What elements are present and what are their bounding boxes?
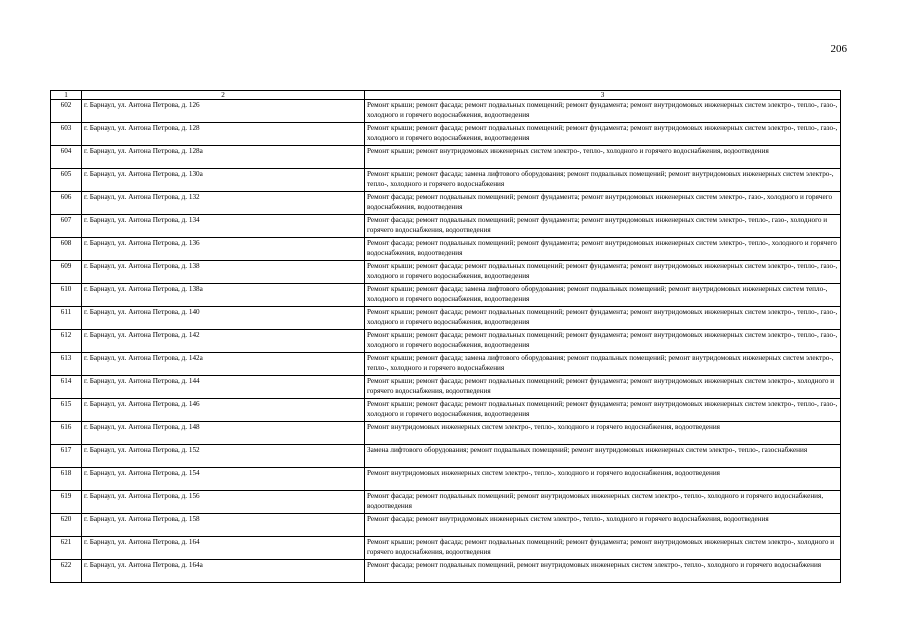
works-cell: Ремонт крыши; ремонт фасада; замена лифтового оборудования; ремонт подвальных помещений; ремонт внутридомовых инженерных систем тепло-, холодного и горячего водоснабжения, водоотведения (365, 284, 841, 307)
works-cell: Ремонт крыши; ремонт фасада; ремонт подвальных помещений; ремонт фундамента; ремонт внутридомовых инженерных систем электро-, тепло-, газо-, холодного и горячего водоснабжения, водоотведения (365, 399, 841, 422)
works-cell: Замена лифтового оборудования; ремонт подвальных помещений; ремонт внутридомовых инженерных систем электро-, тепло-, газоснабжения (365, 445, 841, 468)
table-row (51, 445, 841, 468)
row-number-cell: 605 (51, 169, 82, 192)
address-cell: г. Барнаул, ул. Антона Петрова, д. 126 (82, 100, 365, 123)
row-number-cell: 606 (51, 192, 82, 215)
table-row (51, 537, 841, 560)
address-cell: г. Барнаул, ул. Антона Петрова, д. 136 (82, 238, 365, 261)
row-number-cell: 621 (51, 537, 82, 560)
table-row (51, 123, 841, 146)
row-number-cell: 615 (51, 399, 82, 422)
table-row (51, 399, 841, 422)
address-cell: г. Барнаул, ул. Антона Петрова, д. 152 (82, 445, 365, 468)
address-cell: г. Барнаул, ул. Антона Петрова, д. 130а (82, 169, 365, 192)
row-number-cell: 611 (51, 307, 82, 330)
works-table (50, 90, 841, 583)
row-number-cell: 619 (51, 491, 82, 514)
row-number-cell: 607 (51, 215, 82, 238)
table-row (51, 307, 841, 330)
row-number-cell: 613 (51, 353, 82, 376)
address-cell: г. Барнаул, ул. Антона Петрова, д. 142а (82, 353, 365, 376)
works-cell: Ремонт крыши; ремонт фасада; ремонт подвальных помещений; ремонт фундамента; ремонт внутридомовых инженерных систем электро-, тепло-, газо-, холодного и горячего водоснабжения, водоотведения (365, 123, 841, 146)
row-number-cell: 609 (51, 261, 82, 284)
works-cell: Ремонт крыши; ремонт фасада; ремонт подвальных помещений; ремонт фундамента; ремонт внутридомовых инженерных систем электро-, тепло-, газо-, холодного и горячего водоснабжения, водоотведения (365, 307, 841, 330)
address-cell: г. Барнаул, ул. Антона Петрова, д. 156 (82, 491, 365, 514)
table-row (51, 169, 841, 192)
table-row (51, 261, 841, 284)
works-cell: Ремонт крыши; ремонт фасада; ремонт подвальных помещений; ремонт фундамента; ремонт внутридомовых инженерных систем электро-, тепло-, газо-, холодного и горячего водоснабжения, водоотведения (365, 261, 841, 284)
address-cell: г. Барнаул, ул. Антона Петрова, д. 154 (82, 468, 365, 491)
address-cell: г. Барнаул, ул. Антона Петрова, д. 134 (82, 215, 365, 238)
table-row (51, 284, 841, 307)
works-cell: Ремонт крыши; ремонт фасада; ремонт подвальных помещений; ремонт фундамента; ремонт внутридомовых инженерных систем электро-, тепло-, газо-, холодного и горячего водоснабжения, водоотведения (365, 100, 841, 123)
works-cell: Ремонт внутридомовых инженерных систем электро-, тепло-, холодного и горячего водоснабжения, водоотведения (365, 468, 841, 491)
table-row (51, 100, 841, 123)
table-row (51, 491, 841, 514)
page-number: 206 (830, 43, 847, 55)
table-row (51, 376, 841, 399)
table-row (51, 468, 841, 491)
address-cell: г. Барнаул, ул. Антона Петрова, д. 128а (82, 146, 365, 169)
header-col-number: 1 (51, 91, 82, 100)
table-row (51, 238, 841, 261)
row-number-cell: 610 (51, 284, 82, 307)
address-cell: г. Барнаул, ул. Антона Петрова, д. 138а (82, 284, 365, 307)
table-row (51, 330, 841, 353)
address-cell: г. Барнаул, ул. Антона Петрова, д. 164 (82, 537, 365, 560)
works-cell: Ремонт крыши; ремонт фасада; замена лифтового оборудования; ремонт подвальных помещений; ремонт внутридомовых инженерных систем электро-, тепло-, холодного и горячего водоснабжения (365, 169, 841, 192)
address-cell: г. Барнаул, ул. Антона Петрова, д. 146 (82, 399, 365, 422)
table-row (51, 192, 841, 215)
address-cell: г. Барнаул, ул. Антона Петрова, д. 144 (82, 376, 365, 399)
header-col-address: 2 (82, 91, 365, 100)
table-row (51, 353, 841, 376)
works-cell: Ремонт крыши; ремонт фасада; ремонт подвальных помещений; ремонт фундамента; ремонт внутридомовых инженерных систем электро-, холодного и горячего водоснабжения, водоотведения (365, 537, 841, 560)
row-number-cell: 617 (51, 445, 82, 468)
works-cell: Ремонт крыши; ремонт фасада; замена лифтового оборудования; ремонт подвальных помещений; ремонт внутридомовых инженерных систем электро-, тепло-, холодного и горячего водоснабжения (365, 353, 841, 376)
works-cell: Ремонт крыши; ремонт фасада; ремонт подвальных помещений; ремонт фундамента; ремонт внутридомовых инженерных систем электро-, тепло-, газо-, холодного и горячего водоснабжения, водоотведения (365, 330, 841, 353)
row-number-cell: 616 (51, 422, 82, 445)
works-cell: Ремонт фасада; ремонт подвальных помещений, ремонт внутридомовых инженерных систем электро-, тепло-, холодного и горячего водоснабжения (365, 560, 841, 583)
works-cell: Ремонт фасада; ремонт подвальных помещений; ремонт фундамента; ремонт внутридомовых инженерных систем электро-, газо-, холодного и горячего водоснабжения, водоотведения (365, 192, 841, 215)
works-cell: Ремонт фасада; ремонт подвальных помещений; ремонт внутридомовых инженерных систем электро-, тепло-, холодного и горячего водоснабжения, водоотведения (365, 491, 841, 514)
address-cell: г. Барнаул, ул. Антона Петрова, д. 140 (82, 307, 365, 330)
row-number-cell: 618 (51, 468, 82, 491)
works-cell: Ремонт крыши; ремонт фасада; ремонт подвальных помещений; ремонт фундамента; ремонт внутридомовых инженерных систем электро-, холодного и горячего водоснабжения, водоотведения (365, 376, 841, 399)
address-cell: г. Барнаул, ул. Антона Петрова, д. 128 (82, 123, 365, 146)
address-cell: г. Барнаул, ул. Антона Петрова, д. 138 (82, 261, 365, 284)
row-number-cell: 614 (51, 376, 82, 399)
works-cell: Ремонт фасада; ремонт подвальных помещений; ремонт фундамента; ремонт внутридомовых инженерных систем электро-, тепло-, холодного и горячего водоснабжения, водоотведения (365, 238, 841, 261)
table-row (51, 422, 841, 445)
table-header-row (51, 91, 841, 100)
table-row (51, 215, 841, 238)
row-number-cell: 604 (51, 146, 82, 169)
row-number-cell: 612 (51, 330, 82, 353)
works-cell: Ремонт внутридомовых инженерных систем электро-, тепло-, холодного и горячего водоснабжения, водоотведения (365, 422, 841, 445)
header-col-works: 3 (365, 91, 841, 100)
works-cell: Ремонт фасада; ремонт внутридомовых инженерных систем электро-, тепло-, холодного и горячего водоснабжения, водоотведения (365, 514, 841, 537)
table-row (51, 514, 841, 537)
address-cell: г. Барнаул, ул. Антона Петрова, д. 158 (82, 514, 365, 537)
row-number-cell: 608 (51, 238, 82, 261)
row-number-cell: 620 (51, 514, 82, 537)
table-row (51, 560, 841, 583)
works-cell: Ремонт крыши; ремонт внутридомовых инженерных систем электро-, тепло-, холодного и горячего водоснабжения, водоотведения (365, 146, 841, 169)
works-cell: Ремонт фасада; ремонт подвальных помещений; ремонт фундамента; ремонт внутридомовых инженерных систем электро-, тепло-, газо-, холодного и горячего водоснабжения, водоотведения (365, 215, 841, 238)
table-row (51, 146, 841, 169)
address-cell: г. Барнаул, ул. Антона Петрова, д. 148 (82, 422, 365, 445)
row-number-cell: 622 (51, 560, 82, 583)
address-cell: г. Барнаул, ул. Антона Петрова, д. 164а (82, 560, 365, 583)
row-number-cell: 602 (51, 100, 82, 123)
address-cell: г. Барнаул, ул. Антона Петрова, д. 132 (82, 192, 365, 215)
address-cell: г. Барнаул, ул. Антона Петрова, д. 142 (82, 330, 365, 353)
row-number-cell: 603 (51, 123, 82, 146)
